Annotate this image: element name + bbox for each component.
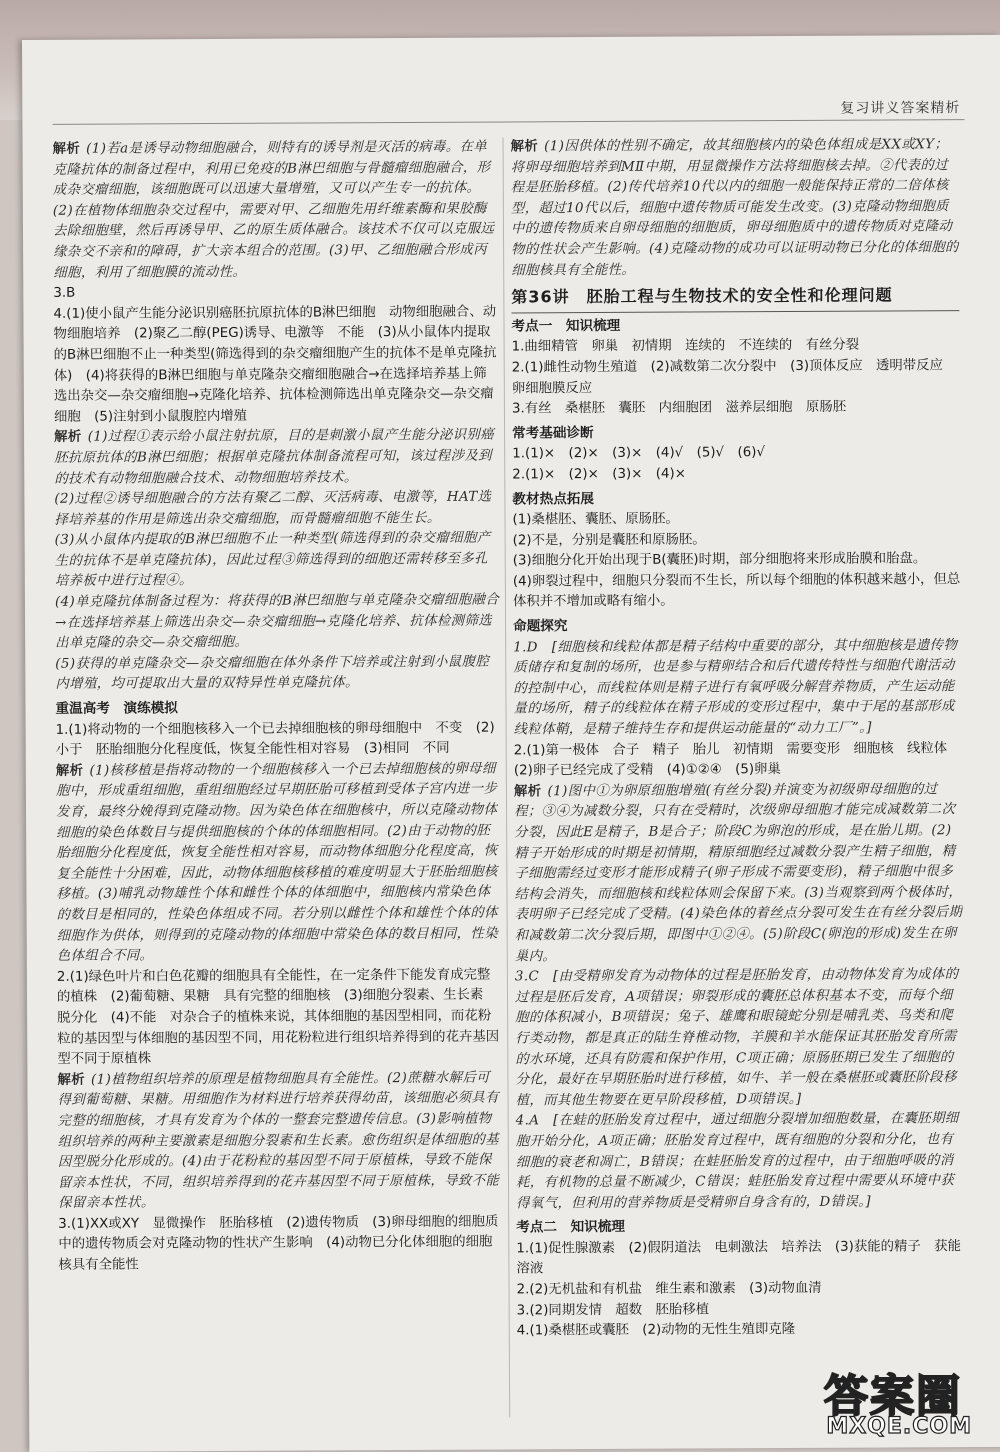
paragraph-text: 2.(1)× (2)× (3)× (4)× bbox=[512, 466, 687, 483]
section-heading bbox=[516, 1215, 964, 1238]
paragraph-text: 3.(1)XX或XY 显微操作 胚胎移植 (2)遗传物质 (3)卵母细胞的细胞质中的遗传物质会对克隆动物的性状产生影响 (4)动物已分化体细胞的细胞核具有全能性 bbox=[58, 1214, 499, 1273]
document-page bbox=[22, 35, 1000, 1452]
paragraph-text: 4.(1)使小鼠产生能分泌识别癌胚抗原抗体的B淋巴细胞 动物细胞融合、动物细胞培养 (2)聚乙二醇(PEG)诱导、电激等 不能 (3)从小鼠体内提取的B淋巴细胞不止一种类型(筛选得到的杂交瘤细胞产生的抗体不是单克隆抗体) (4)将获得的B淋巴细胞与单克隆杂交瘤细胞融合→在选择培养基上筛选出杂交—杂交瘤细胞→克隆化培养、抗体检测筛选出单克隆杂交—杂交瘤细胞 (5)注射到小鼠腹腔内增殖 bbox=[53, 304, 497, 425]
analysis-label: 解析 bbox=[54, 430, 82, 446]
paragraph-text: 第36讲 胚胎工程与生物技术的安全性和伦理问题 bbox=[511, 285, 893, 307]
paragraph-text: (1)植物组织培养的原理是植物细胞具有全能性。(2)蔗糖水解后可得到葡萄糖、果糖。用细胞作为材料进行培养获得幼苗，该细胞必须具有完整的细胞核，才具有发育为个体的一整套完整遗传信息。(3)影响植物组织培养的两种主要激素是细胞分裂素和生长素。愈伤组织是体细胞的基因型脱分化形成的。(4)由于花粉粒的基因型不同于原植株，导致不能保留亲本性状，不同，组织培养得到的花卉基因型不同于原植株，导致不能保留亲本性状。 bbox=[57, 1070, 500, 1212]
paragraph-text: 3.C [由受精卵发育为动物体的过程是胚胎发育，由动物体发育为成体的过程是胚后发育，A项错误；卵裂形成的囊胚总体积基本不变，而每个细胞的体积减小，B项错误；兔子、雄鹰和眼镜蛇分别是哺乳类、鸟类和爬行类动物，都是真正的陆生脊椎动物，羊膜和羊水能保证其胚胎发育所需的水环境，还具有防震和保护作用，C项正确；原肠胚期已发生了细胞的分化，最好在早期胚胎时进行移植，如牛、羊一般在桑椹胚或囊胚阶段移植，而其他生物要在更早阶段移植，D项错误。] bbox=[514, 967, 959, 1109]
paragraph-text: 教材热点拓展 bbox=[512, 490, 595, 507]
answer-paragraph bbox=[54, 426, 499, 490]
paragraph-text: 命题探究 bbox=[513, 618, 568, 635]
section-heading bbox=[511, 314, 959, 337]
answer-paragraph bbox=[512, 442, 960, 465]
analysis-label: 解析 bbox=[57, 1072, 86, 1088]
answer-paragraph bbox=[55, 652, 500, 696]
chapter-title bbox=[511, 283, 959, 313]
answer-paragraph bbox=[516, 1237, 964, 1281]
answer-paragraph bbox=[513, 529, 961, 552]
answer-paragraph bbox=[57, 1068, 503, 1214]
answer-paragraph bbox=[56, 718, 501, 762]
paragraph-text: 3.B bbox=[53, 285, 76, 301]
section-heading bbox=[55, 697, 500, 720]
paragraph-text: 1.曲细精管 卵巢 初情期 连续的 不连续的 有丝分裂 bbox=[511, 337, 860, 355]
paragraph-text: 重温高考 演练模拟 bbox=[55, 700, 178, 717]
paragraph-text: (2)过程②诱导细胞融合的方法有聚乙二醇、灭活病毒、电激等，HAT选择培养基的作用是筛选出杂交瘤细胞，而骨髓瘤细胞不能生长。 bbox=[54, 489, 492, 528]
paragraph-text: 1.(1)促性腺激素 (2)假阴道法 电刺激法 培养法 (3)获能的精子 获能溶液 bbox=[516, 1238, 961, 1277]
answer-paragraph bbox=[56, 759, 502, 967]
paragraph-text: (3)从小鼠体内提取的B淋巴细胞不止一种类型(筛选得到的杂交瘤细胞产生的抗体不是单克隆抗体)，因此过程③筛选得到的细胞还需转移至多孔培养板中进行过程④。 bbox=[54, 530, 491, 590]
answer-paragraph bbox=[517, 1278, 965, 1301]
answer-paragraph bbox=[53, 302, 499, 428]
paragraph-text: 2.(1)绿色叶片和白色花瓣的细胞具有全能性，在一定条件下能发育成完整的植株 (2)葡萄糖、果糖 具有完整的细胞核 (3)细胞分裂素、生长素 脱分化 (4)不能 对杂合子的植株来说，其体细胞的基因型相同，而花粉粒的基因型与体细胞的基因型不同，用花粉粒进行组织培养得到的花卉基因型不同于原植株 bbox=[56, 967, 500, 1067]
analysis-label: 解析 bbox=[513, 784, 542, 800]
running-head: 复习讲义答案精析 bbox=[840, 100, 961, 117]
answer-paragraph bbox=[512, 463, 960, 486]
section-heading bbox=[512, 487, 960, 510]
paragraph-text: (1)若a是诱导动物细胞融合，则特有的诱导剂是灭活的病毒。在单克隆抗体的制备过程中，利用已免疫的B淋巴细胞与骨髓瘤细胞融合，形成杂交瘤细胞，该细胞既可以迅速大量增殖，又可以产生专一的抗体。(2)在植物体细胞杂交过程中，需要对甲、乙细胞先用纤维素酶和果胶酶去除细胞壁，然后再诱导甲、乙的原生质体融合。该技术不仅可以克服远缘杂交不亲和的障碍，扩大亲本组合的范围。(3)甲、乙细胞融合形成丙细胞，利用了细胞膜的流动性。 bbox=[52, 139, 495, 281]
paragraph-text: 4.A [在蛙的胚胎发育过程中，通过细胞分裂增加细胞数量，在囊胚期细胞开始分化，A项正确；胚胎发育过程中，既有细胞的分裂和分化，也有细胞的衰老和凋亡，B错误；在蛙胚胎发育的过程中，由于细胞呼吸的消耗，有机物的总量不断减少，C错误；蛙胚胎发育过程中需要从环境中获得氧气，但利用的营养物质是受精卵自身含有的，D错误。] bbox=[515, 1111, 959, 1212]
paragraph-text: 2.(1)第一极体 合子 精子 胎儿 初情期 需要变形 细胞核 线粒体 (2)卵子已经完成了受精 (4)①②④ (5)卵巢 bbox=[513, 740, 961, 779]
paragraph-text: 4.(1)桑椹胚或囊胚 (2)动物的无性生殖即克隆 bbox=[516, 1322, 796, 1339]
paragraph-text: 1.(1)× (2)× (3)× (4)√ (5)√ (6)√ bbox=[512, 445, 766, 462]
paragraph-text: (1)因供体的性别不确定，故其细胞核内的染色体组成是XX或XY；将卵母细胞培养到MⅡ中期，用显微操作方法将细胞核去掉。②代表的过程是胚胎移植。(2)传代培养10代以内的细胞一般能保持正常的二倍体核型，超过10代以后，细胞中遗传物质可能发生改变。(3)克隆动物细胞质中的遗传物质来自卵母细胞的细胞质，卵母细胞质中的遗传物质对克隆动物的性状会产生影响。(4)克隆动物的成功可以证明动物已分化的体细胞的细胞核具有全能性。 bbox=[510, 137, 959, 279]
analysis-label: 解析 bbox=[510, 139, 539, 155]
paragraph-text: 1.D [细胞核和线粒体都是精子结构中重要的部分，其中细胞核是遗传物质储存和复制的场所，也是参与精卵结合和后代遗传特性与细胞代谢活动的控制中心，而线粒体则是精子进行有氧呼吸分解营养物质，产生运动能量的场所，精子的线粒体在精子形成的变形过程中，集中于尾的基部形成线粒体鞘，是精子维持生存和提供运动能量的“动力工厂”。] bbox=[513, 637, 958, 738]
answer-paragraph bbox=[512, 335, 960, 358]
answer-paragraph bbox=[514, 780, 963, 968]
answer-paragraph bbox=[515, 965, 964, 1112]
watermark-text: 答案圈 bbox=[824, 1371, 962, 1422]
analysis-label: 解析 bbox=[52, 141, 81, 157]
watermark-logo bbox=[802, 1360, 992, 1444]
paragraph-text: (5)获得的单克隆杂交—杂交瘤细胞在体外条件下培养或注射到小鼠腹腔内增殖，均可提取出大量的双特异性单克隆抗体。 bbox=[55, 654, 490, 693]
analysis-label: 解析 bbox=[55, 763, 84, 779]
answer-paragraph bbox=[53, 138, 499, 284]
answer-paragraph bbox=[55, 529, 500, 593]
answer-paragraph bbox=[517, 1299, 965, 1322]
paragraph-text: 考点二 知识梳理 bbox=[516, 1219, 626, 1236]
paragraph-text: 3.有丝 桑椹胚 囊胚 内细胞团 滋养层细胞 原肠胚 bbox=[511, 399, 847, 417]
paragraph-text: (1)核移植是指将动物的一个细胞核移入一个已去掉细胞核的卵母细胞中，形成重组细胞，重组细胞经过早期胚胎可移植到受体子宫内进一步发育，最终分娩得到克隆动物。因为染色体在细胞核中，所以克隆动物体细胞的染色体数目与提供细胞核的个体的体细胞相同。(2)由于动物的胚胎细胞分化程度低，恢复全能性相对容易，而动物体细胞分化程度高，恢复全能性十分困难，因此，动物体细胞核移植的难度明显大于胚胎细胞核移植。(3)哺乳动物雄性个体和雌性个体的体细胞中，细胞核内常染色体的数目是相同的，性染色体组成不同。若分别以雌性个体和雄性个体的体细胞作为供体，则得到的克隆动物的体细胞中常染色体的数目相同，性染色体组合不同。 bbox=[55, 761, 499, 964]
answer-paragraph bbox=[512, 397, 960, 420]
right-column bbox=[511, 135, 966, 1427]
answer-paragraph bbox=[512, 356, 960, 400]
answer-paragraph bbox=[58, 1212, 503, 1276]
answer-paragraph bbox=[517, 1319, 965, 1342]
header-rule bbox=[52, 119, 964, 125]
paragraph-text: (1)过程①表示给小鼠注射抗原，目的是刺激小鼠产生能分泌识别癌胚抗原抗体的B淋巴细胞；根据单克隆抗体制备流程可知，该过程涉及到的技术有动物细胞融合技术、动物细胞培养技术。 bbox=[54, 427, 495, 487]
paragraph-text: (2)不是，分别是囊胚和原肠胚。 bbox=[512, 532, 706, 549]
paragraph-text: (1)图中①为卵原细胞增殖(有丝分裂)并演变为初级卵母细胞的过程；③④为减数分裂，只有在受精时，次级卵母细胞才能完成减数第二次分裂，因此E是精子，B是合子；阶段C为卵泡的形成，是在胎儿期。(2)精子开始形成的时期是初情期，精原细胞经过减数分裂产生精子细胞，精子细胞需经过变形才能形成精子(卵子形成不需要变形)，精子细胞中很多结构会消失，而细胞核和线粒体则会保留下来。(3)当观察到两个极体时，表明卵子已经完成了受精。(4)染色体的着丝点分裂可发生在有丝分裂后期和减数第二次分裂后期，即图中①②④。(5)阶段C(卵泡的形成)发生在卵巢内。 bbox=[514, 782, 963, 964]
paragraph-text: 2.(1)雌性动物生殖道 (2)减数第二次分裂中 (3)顶体反应 透明带反应 卵细胞膜反应 bbox=[511, 358, 957, 396]
answer-paragraph bbox=[513, 636, 962, 741]
answer-paragraph bbox=[513, 570, 961, 614]
paragraph-text: (4)单克隆抗体制备过程为：将获得的B淋巴细胞与单克隆杂交瘤细胞融合→在选择培养基上筛选出杂交—杂交瘤细胞→克隆化培养、抗体检测筛选出单克隆的杂交—杂交瘤细胞。 bbox=[54, 592, 500, 652]
paragraph-text: 2.(2)无机盐和有机盐 维生素和激素 (3)动物血清 bbox=[516, 1280, 822, 1298]
paragraph-text: 考点一 知识梳理 bbox=[511, 317, 621, 335]
paragraph-text: 3.(2)同期发情 超数 胚胎移植 bbox=[516, 1302, 710, 1319]
paragraph-text: (3)细胞分化开始出现于B(囊胚)时期，部分细胞将来形成胎膜和胎盘。 bbox=[512, 551, 927, 569]
paragraph-text: 常考基础诊断 bbox=[512, 424, 594, 442]
section-heading bbox=[512, 421, 960, 444]
answer-paragraph bbox=[513, 549, 961, 572]
answer-paragraph bbox=[516, 1109, 965, 1214]
answer-paragraph bbox=[57, 965, 503, 1070]
answer-paragraph bbox=[512, 508, 960, 531]
answer-paragraph bbox=[54, 488, 499, 532]
answer-paragraph bbox=[53, 282, 498, 305]
answer-paragraph bbox=[55, 591, 500, 655]
watermark-url: MXQE.COM bbox=[826, 1414, 972, 1439]
answer-paragraph bbox=[511, 135, 960, 281]
section-heading bbox=[513, 614, 961, 637]
paragraph-text: 1.(1)将动物的一个细胞核移入一个已去掉细胞核的卵母细胞中 不变 (2)小于 胚胎细胞分化程度低，恢复全能性相对容易 (3)相同 不同 bbox=[55, 720, 495, 759]
left-column bbox=[53, 138, 505, 1430]
paragraph-text: (1)桑椹胚、囊胚、原肠胚。 bbox=[512, 511, 679, 528]
paragraph-text: (4)卵裂过程中，细胞只分裂而不生长，所以每个细胞的体积越来越小，但总体积并不增加或略有缩小。 bbox=[512, 571, 961, 610]
column-divider bbox=[503, 137, 511, 1417]
answer-paragraph bbox=[514, 739, 962, 783]
